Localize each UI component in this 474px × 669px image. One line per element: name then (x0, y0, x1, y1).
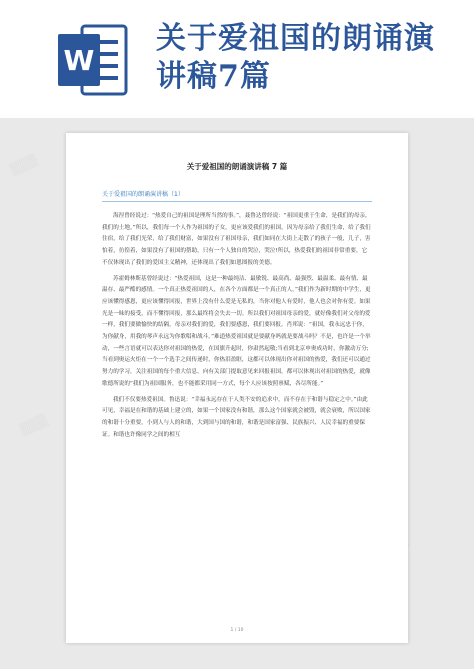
section-divider (102, 201, 372, 202)
banner-title: 关于爱祖国的朗诵演讲稿7篇 (156, 21, 435, 94)
document-page (66, 133, 408, 643)
word-document-icon (56, 22, 130, 98)
header-banner (0, 0, 474, 118)
section-heading: 关于爱祖国的朗诵演讲稿（1） (102, 191, 184, 198)
paragraph: 海涅曾经说过：“热爱自己的祖国是理所当然的事。”，聂鲁达曾经说：“祖国更重于生命，是我们的母亲，我们的土地。”所以，我们每一个人作为祖国的子女，更应该爱我们的祖国，因为母亲给了我们生命，给了我们住宿，给了我们光荣，给了我们财富，如果没有了祖国母亲，我们如同在大街上走散了的孩子一般，儿子，害怕着，彷徨着，如果没有了祖国的帮助，只有一个人独自的哭泣，哭泣!所以，热爱我们的祖国非常重要，它不仅体现出了我们的爱国主义精神，还体现出了我们如恩图报的美德。 (102, 213, 371, 266)
page-number: 1 / 10 (230, 628, 244, 633)
document-body (102, 211, 372, 445)
paragraph: 我们不仅要热爱祖国。鲁迅说：“幸福永远存在于人类不安的追求中，而不存在于和谐与稳定之中。”由此可见，幸福是在和谐的基础上建立的，如果一个国家没有和谐，那么这个国家就会被毁，就会衰败，所以国家的和谐十分重要，小到人与人的和谐，大到国与国的和谐，和谐是国家富强、民族振兴、人民幸福的重要保证。和谐也许像同学之间的相互 (102, 396, 371, 438)
document-title: 关于爱祖国的朗诵演讲稿 7 篇 (186, 162, 288, 171)
word-icon-letter: W (63, 44, 95, 77)
paragraph: 苏霍姆林斯基曾经说过：“热爱祖国，这是一种最纯洁、最敏锐、最高尚、最强烈、最温柔、最有情、最温存、最严酷的感情。一个真正热爱祖国的人，在各个方面都是一个真正的人。”我们作为新时期的中学生，更应该懂得感恩，更应该懂得回报，世界上没有什么爱是无私的，当你对他人有爱时，他人也会对你有爱。如果光是一昧的接受，而不懂得回报，那么最终将会失去一切。所以我们对祖国母亲的爱，就好像我们对父母的爱一样，我们要做愉快的结隔，母亲对我们的爱，我们要感恩，我们要回报。肖邦说：“祖国，我永远忠于你，为你献身，用我的琴声永远为你歌唱和战斗。”难道热爱祖国就是要献身吗就是要战斗吗？不是，也许是一个举动，一些言语就可以表达你对祖国的热爱，在国旗升起时，你肃然起敬;当看到北京申奥成功时，你激动万分;当看到奥运火炬在一个一个选手之间传递时，你热泪盈眶，这都可以体现出你对祖国的热爱，我们还可以通过努力的学习，关注祖国的每个重大信息，向有关部门提取意见来回报祖国，都可以体现出对祖国的热爱，就像歌德所说的“我们为祖国服务，也不能都采用同一方式，每个人应该按照禀赋，各尽所能。” (102, 275, 371, 387)
